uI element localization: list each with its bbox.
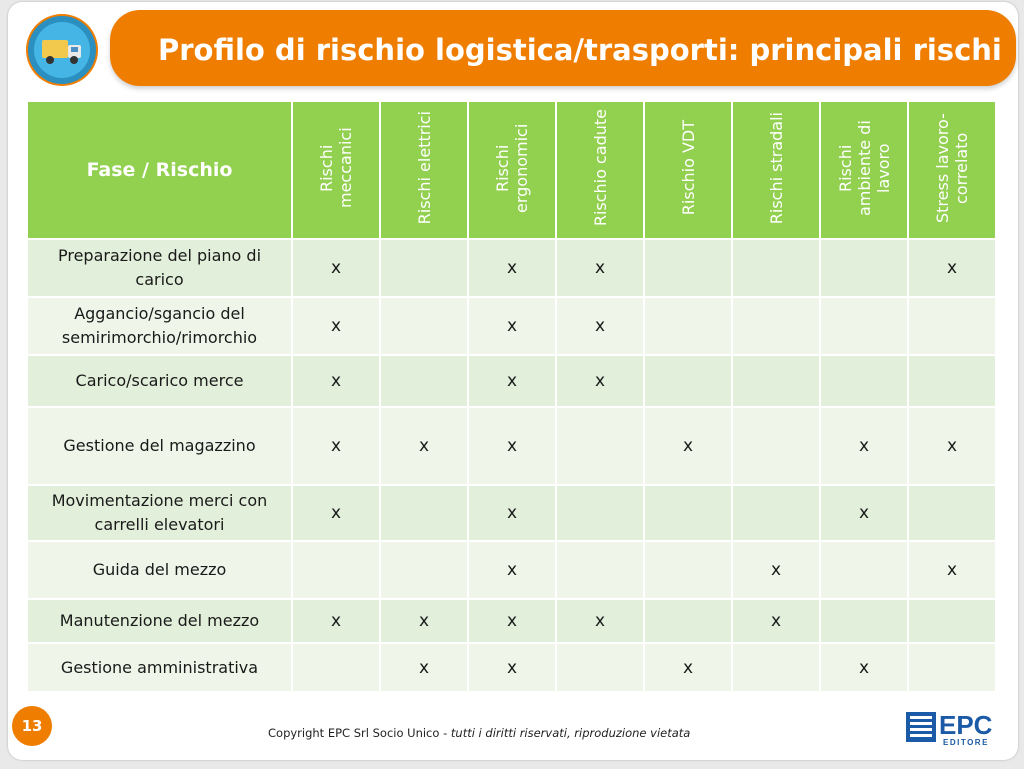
- risk-mark-cell: x: [732, 541, 820, 599]
- risk-mark-cell: x: [556, 297, 644, 355]
- table-row: [28, 297, 996, 355]
- risk-mark-cell: [380, 541, 468, 599]
- risk-mark-cell: [644, 541, 732, 599]
- risk-mark-cell: x: [468, 355, 556, 407]
- risk-mark-cell: [380, 297, 468, 355]
- risk-mark-cell: [908, 485, 996, 541]
- risk-mark-cell: x: [556, 599, 644, 643]
- svg-text:EDITORE: EDITORE: [943, 738, 989, 747]
- risk-mark-cell: x: [292, 485, 380, 541]
- risk-mark-cell: x: [468, 599, 556, 643]
- risk-mark-cell: [556, 407, 644, 485]
- header-col: Rischi meccanici: [292, 102, 380, 239]
- truck-icon: [26, 14, 98, 86]
- risk-mark-cell: x: [380, 407, 468, 485]
- copyright-rights: tutti i diritti riservati, riproduzione vietata: [450, 726, 691, 740]
- phase-cell: Guida del mezzo: [28, 541, 292, 599]
- risk-mark-cell: [908, 297, 996, 355]
- page-number: 13: [12, 706, 52, 746]
- risk-mark-cell: x: [380, 599, 468, 643]
- table-row: [28, 485, 996, 541]
- copyright-prefix: Copyright EPC Srl Socio Unico -: [268, 726, 451, 740]
- risk-mark-cell: x: [644, 643, 732, 691]
- risk-mark-cell: x: [468, 297, 556, 355]
- header-col: Rischio cadute: [556, 102, 644, 239]
- header-col: Rischi stradali: [732, 102, 820, 239]
- risk-mark-cell: x: [468, 239, 556, 297]
- risk-mark-cell: x: [468, 485, 556, 541]
- risk-mark-cell: [556, 485, 644, 541]
- risk-mark-cell: [908, 599, 996, 643]
- svg-text:EPC: EPC: [939, 710, 993, 740]
- risk-mark-cell: x: [820, 485, 908, 541]
- header-phase-risk: Fase / Rischio: [28, 102, 292, 239]
- risk-mark-cell: [380, 485, 468, 541]
- epc-logo: [906, 708, 998, 748]
- risk-mark-cell: [908, 643, 996, 691]
- header-col: Rischi ambiente di lavoro: [820, 102, 908, 239]
- phase-cell: Manutenzione del mezzo: [28, 599, 292, 643]
- risk-mark-cell: [820, 541, 908, 599]
- risk-mark-cell: x: [292, 239, 380, 297]
- risk-mark-cell: [732, 485, 820, 541]
- copyright-notice: [268, 726, 690, 740]
- risk-mark-cell: [380, 355, 468, 407]
- risk-mark-cell: x: [468, 541, 556, 599]
- risk-mark-cell: x: [820, 407, 908, 485]
- phase-cell: Aggancio/sgancio del semirimorchio/rimorchio: [28, 297, 292, 355]
- phase-cell: Gestione amministrativa: [28, 643, 292, 691]
- page-title: Profilo di rischio logistica/trasporti: principali rischi: [158, 33, 1002, 67]
- risk-mark-cell: x: [292, 407, 380, 485]
- risk-mark-cell: x: [644, 407, 732, 485]
- risk-mark-cell: x: [556, 355, 644, 407]
- risk-mark-cell: [644, 485, 732, 541]
- risk-mark-cell: x: [732, 599, 820, 643]
- risk-mark-cell: [556, 541, 644, 599]
- risk-mark-cell: [732, 239, 820, 297]
- risk-mark-cell: [644, 239, 732, 297]
- phase-cell: Movimentazione merci con carrelli elevatori: [28, 485, 292, 541]
- table-row: [28, 355, 996, 407]
- risk-mark-cell: [820, 297, 908, 355]
- phase-cell: Preparazione del piano di carico: [28, 239, 292, 297]
- risk-mark-cell: [732, 643, 820, 691]
- risk-mark-cell: [820, 599, 908, 643]
- risk-mark-cell: [292, 541, 380, 599]
- risk-mark-cell: [732, 355, 820, 407]
- header-col: Rischi ergonomici: [468, 102, 556, 239]
- table-row: [28, 541, 996, 599]
- table-row: [28, 643, 996, 691]
- risk-mark-cell: [732, 297, 820, 355]
- risk-mark-cell: x: [292, 355, 380, 407]
- risk-mark-cell: [644, 355, 732, 407]
- header-col: Stress lavoro-correlato: [908, 102, 996, 239]
- phase-cell: Gestione del magazzino: [28, 407, 292, 485]
- risk-mark-cell: [556, 643, 644, 691]
- table-row: [28, 599, 996, 643]
- risk-mark-cell: x: [908, 541, 996, 599]
- risk-mark-cell: x: [380, 643, 468, 691]
- risk-mark-cell: [820, 239, 908, 297]
- risk-mark-cell: x: [556, 239, 644, 297]
- risk-mark-cell: x: [908, 239, 996, 297]
- risk-mark-cell: x: [908, 407, 996, 485]
- risk-mark-cell: [380, 239, 468, 297]
- risk-mark-cell: [732, 407, 820, 485]
- risk-mark-cell: [292, 643, 380, 691]
- risk-mark-cell: x: [468, 643, 556, 691]
- risk-table: [28, 102, 997, 691]
- table-row: [28, 239, 996, 297]
- risk-mark-cell: [644, 297, 732, 355]
- phase-cell: Carico/scarico merce: [28, 355, 292, 407]
- risk-mark-cell: x: [820, 643, 908, 691]
- header-col: Rischi elettrici: [380, 102, 468, 239]
- table-row: [28, 407, 996, 485]
- risk-mark-cell: x: [292, 599, 380, 643]
- risk-mark-cell: x: [292, 297, 380, 355]
- risk-mark-cell: [644, 599, 732, 643]
- risk-mark-cell: [908, 355, 996, 407]
- risk-mark-cell: x: [468, 407, 556, 485]
- header-col: Rischio VDT: [644, 102, 732, 239]
- risk-mark-cell: [820, 355, 908, 407]
